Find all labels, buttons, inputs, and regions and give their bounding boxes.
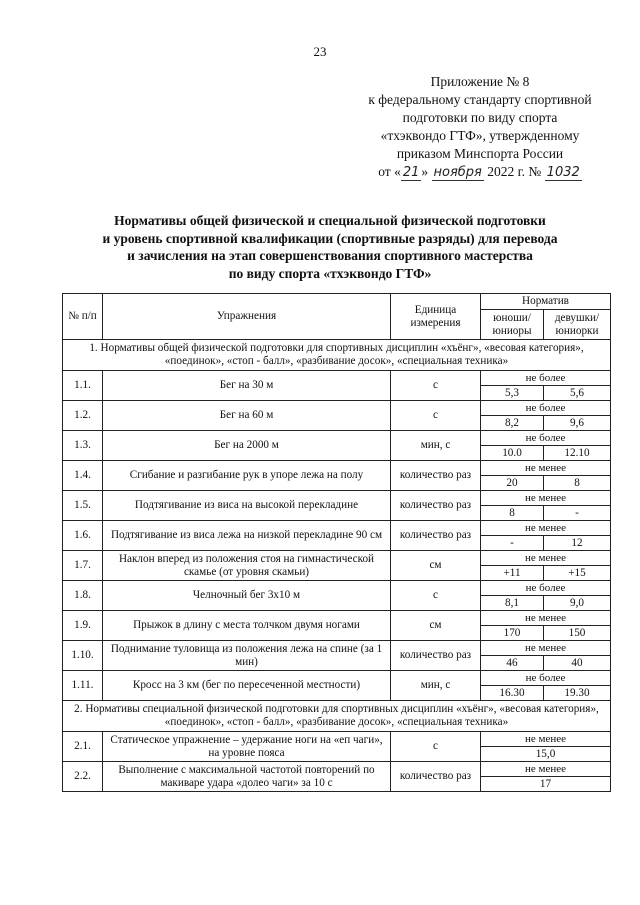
exercise-name: Подтягивание из виса на высокой перекладине — [103, 491, 391, 521]
table-row — [63, 611, 611, 626]
value-boys: - — [481, 536, 544, 551]
exercise-name: Статическое упражнение – удержание ноги на «еп чаги», на уровне пояса — [103, 732, 391, 762]
appendix-line: подготовки по виду спорта — [402, 110, 558, 125]
value-girls: 12.10 — [544, 446, 611, 461]
condition: не более — [481, 371, 611, 386]
exercise-name: Подтягивание из виса лежа на низкой перекладине 90 см — [103, 521, 391, 551]
condition: не менее — [481, 461, 611, 476]
header-exercise: Упражнения — [103, 294, 391, 340]
table-row — [63, 671, 611, 686]
appendix-line: к федеральному стандарту спортивной — [368, 92, 592, 107]
header-girls: девушки/ юниорки — [544, 310, 611, 340]
table-row — [63, 641, 611, 656]
table-row — [63, 491, 611, 506]
appendix-block — [340, 73, 620, 182]
exercise-name: Наклон вперед из положения стоя на гимнастической скамье (от уровня скамьи) — [103, 551, 391, 581]
value-girls: 12 — [544, 536, 611, 551]
value-girls: +15 — [544, 566, 611, 581]
row-number: 2.2. — [63, 762, 103, 792]
table-row — [63, 401, 611, 416]
value-boys: 8 — [481, 506, 544, 521]
exercise-name: Поднимание туловища из положения лежа на спине (за 1 мин) — [103, 641, 391, 671]
value-boys: 16.30 — [481, 686, 544, 701]
row-number: 1.9. — [63, 611, 103, 641]
row-number: 1.1. — [63, 371, 103, 401]
condition: не более — [481, 401, 611, 416]
unit: см — [391, 551, 481, 581]
table-row — [63, 371, 611, 386]
value-boys: 10.0 — [481, 446, 544, 461]
row-number: 2.1. — [63, 732, 103, 762]
value-boys: 8,2 — [481, 416, 544, 431]
section-heading: 1. Нормативы общей физической подготовки для спортивных дисциплин «хъёнг», «весовая категория», «поединок», «стоп - балл», «разбивание досок», «специальная техника» — [63, 340, 611, 371]
unit: мин, с — [391, 671, 481, 701]
appendix-date: от « 21 » ноября 2022 г. № 1032 — [378, 164, 580, 180]
unit: с — [391, 371, 481, 401]
header-num: № п/п — [63, 294, 103, 340]
header-boys: юноши/ юниоры — [481, 310, 544, 340]
row-number: 1.3. — [63, 431, 103, 461]
condition: не более — [481, 431, 611, 446]
standards-table — [62, 293, 611, 792]
condition: не менее — [481, 551, 611, 566]
value-boys: +11 — [481, 566, 544, 581]
appendix-line: приказом Минспорта России — [396, 146, 564, 161]
value-boys: 8,1 — [481, 596, 544, 611]
condition: не менее — [481, 641, 611, 656]
unit: см — [391, 611, 481, 641]
row-number: 1.5. — [63, 491, 103, 521]
unit: мин, с — [391, 431, 481, 461]
condition: не менее — [481, 762, 611, 777]
table-row — [63, 461, 611, 476]
table-row — [63, 581, 611, 596]
value-boys: 170 — [481, 626, 544, 641]
header-norm: Норматив — [481, 294, 611, 310]
unit: количество раз — [391, 641, 481, 671]
exercise-name: Бег на 60 м — [103, 401, 391, 431]
document-title: Нормативы общей физической и специальной физической подготовки и уровень спортивной квалификации (спортивные разряды) для перевода и зачисления на этап совершенствования спортивного мастерства по виду спорта «тхэквондо ГТФ» — [102, 213, 558, 281]
value-both: 15,0 — [481, 747, 611, 762]
header-unit: Единица измерения — [391, 294, 481, 340]
row-number: 1.8. — [63, 581, 103, 611]
section-heading: 2. Нормативы специальной физической подготовки для спортивных дисциплин «хъёнг», «весовая категория», «поединок», «стоп - балл», «разбивание досок», «специальная техника» — [63, 701, 611, 732]
value-boys: 5,3 — [481, 386, 544, 401]
unit: количество раз — [391, 521, 481, 551]
exercise-name: Сгибание и разгибание рук в упоре лежа на полу — [103, 461, 391, 491]
appendix-line: «тхэквондо ГТФ», утвержденному — [380, 128, 580, 143]
table-row — [63, 551, 611, 566]
value-girls: 40 — [544, 656, 611, 671]
exercise-name: Челночный бег 3х10 м — [103, 581, 391, 611]
condition: не более — [481, 671, 611, 686]
table-row — [63, 521, 611, 536]
handwritten-order-number: 1032 — [546, 165, 580, 180]
appendix-title: Приложение № 8 — [430, 74, 530, 89]
value-girls: - — [544, 506, 611, 521]
row-number: 1.11. — [63, 671, 103, 701]
unit: с — [391, 732, 481, 762]
page-number: 23 — [313, 44, 327, 59]
condition: не менее — [481, 521, 611, 536]
unit: с — [391, 581, 481, 611]
value-girls: 5,6 — [544, 386, 611, 401]
condition: не менее — [481, 611, 611, 626]
unit: количество раз — [391, 461, 481, 491]
table-row — [63, 431, 611, 446]
handwritten-day: 21 — [402, 165, 420, 180]
row-number: 1.6. — [63, 521, 103, 551]
condition: не менее — [481, 491, 611, 506]
value-girls: 8 — [544, 476, 611, 491]
value-both: 17 — [481, 777, 611, 792]
condition: не менее — [481, 732, 611, 747]
row-number: 1.4. — [63, 461, 103, 491]
table-row — [63, 732, 611, 747]
table-row — [63, 762, 611, 777]
unit: количество раз — [391, 762, 481, 792]
value-girls: 9,0 — [544, 596, 611, 611]
value-girls: 19.30 — [544, 686, 611, 701]
exercise-name: Выполнение с максимальной частотой повторений по макиваре удара «долео чаги» за 10 с — [103, 762, 391, 792]
row-number: 1.10. — [63, 641, 103, 671]
exercise-name: Бег на 2000 м — [103, 431, 391, 461]
value-girls: 150 — [544, 626, 611, 641]
handwritten-month: ноября — [433, 165, 482, 180]
exercise-name: Бег на 30 м — [103, 371, 391, 401]
section-row — [63, 701, 611, 732]
row-number: 1.2. — [63, 401, 103, 431]
unit: с — [391, 401, 481, 431]
condition: не более — [481, 581, 611, 596]
exercise-name: Прыжок в длину с места толчком двумя ногами — [103, 611, 391, 641]
row-number: 1.7. — [63, 551, 103, 581]
value-boys: 46 — [481, 656, 544, 671]
exercise-name: Кросс на 3 км (бег по пересеченной местности) — [103, 671, 391, 701]
unit: количество раз — [391, 491, 481, 521]
value-boys: 20 — [481, 476, 544, 491]
value-girls: 9,6 — [544, 416, 611, 431]
